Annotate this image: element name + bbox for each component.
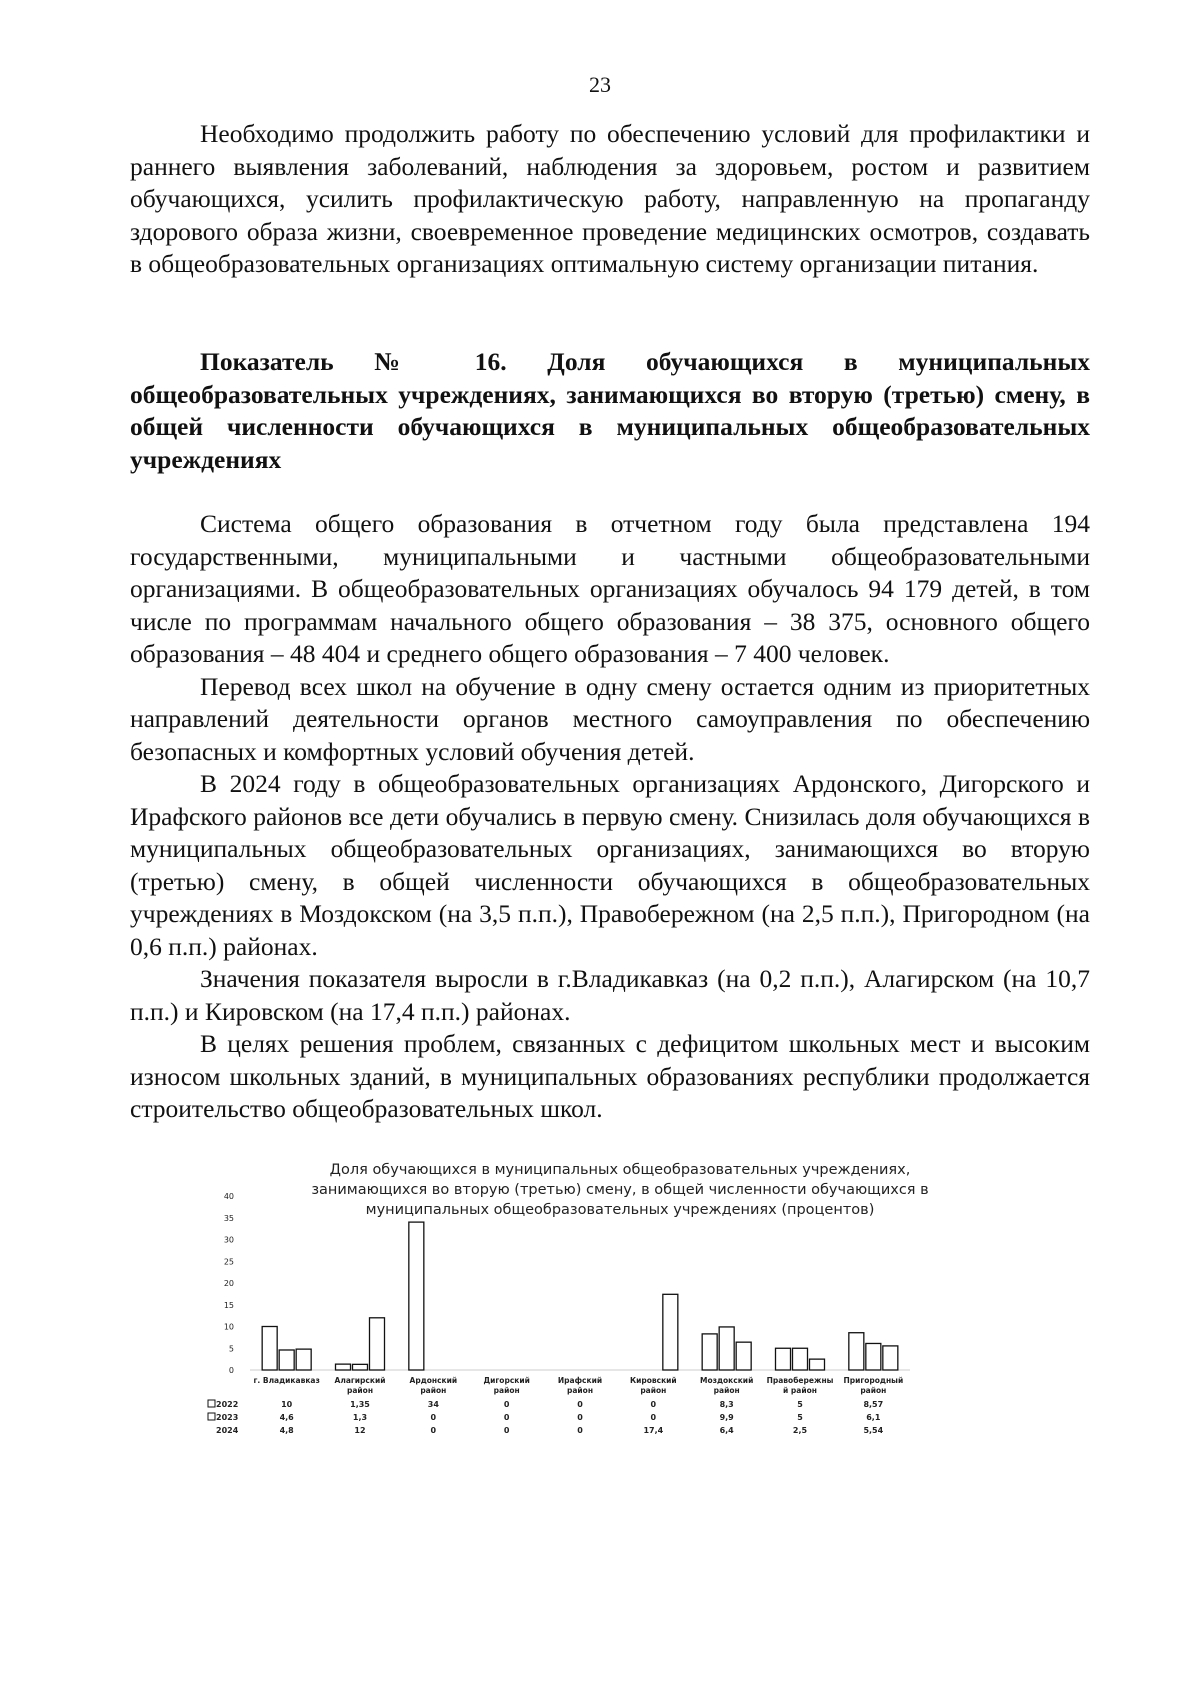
category-label: Ардонский: [409, 1376, 458, 1385]
table-cell: 2,5: [792, 1426, 808, 1435]
legend-swatch: [208, 1413, 215, 1420]
category-label: район: [566, 1386, 594, 1395]
table-cell: 5,54: [863, 1426, 884, 1435]
bar: [279, 1350, 294, 1370]
table-cell: 0: [503, 1413, 510, 1422]
category-label: Моздокский: [700, 1376, 754, 1385]
y-tick-label: 25: [223, 1257, 234, 1267]
category-label: Правобережны: [766, 1376, 834, 1385]
bar: [883, 1346, 898, 1370]
y-tick-label: 10: [223, 1322, 234, 1332]
legend-label: 2024: [216, 1426, 239, 1435]
bar: [702, 1334, 717, 1370]
table-cell: 4,8: [279, 1426, 294, 1435]
table-cell: 0: [650, 1400, 657, 1409]
bar: [663, 1294, 678, 1370]
table-cell: 0: [577, 1400, 583, 1409]
y-tick-label: 20: [223, 1279, 234, 1288]
table-cell: 4,6: [279, 1413, 294, 1422]
y-tick-label: 30: [223, 1235, 234, 1245]
body-text: [130, 508, 1090, 1126]
table-cell: 6,1: [866, 1413, 881, 1422]
category-label: Кировский: [629, 1376, 677, 1385]
table-cell: 34: [427, 1400, 439, 1409]
y-tick-label: 0: [228, 1366, 234, 1375]
category-label: й район: [783, 1386, 817, 1395]
category-label: район: [860, 1386, 887, 1395]
table-cell: 0: [577, 1413, 583, 1422]
table-cell: 1,35: [350, 1400, 370, 1409]
section-heading: [130, 346, 1090, 476]
table-cell: 17,4: [643, 1426, 664, 1435]
table-cell: 10: [281, 1400, 293, 1409]
bar: [409, 1222, 424, 1370]
chart: [216, 1160, 1010, 1580]
category-label: район: [713, 1386, 740, 1395]
intro-text: [130, 118, 1090, 281]
table-cell: 5: [797, 1413, 803, 1422]
category-label: г. Владикавказ: [253, 1376, 320, 1385]
category-label: Ирафский: [557, 1376, 603, 1385]
page-number: 23: [589, 72, 611, 97]
bar: [719, 1327, 734, 1370]
paragraph: Значения показателя выросли в г.Владикавказ (на 0,2 п.п.), Алагирском (на 10,7 п.п.) и Кировском (на 17,4 п.п.) районах.: [130, 964, 1090, 1026]
paragraph: Необходимо продолжить работу по обеспечению условий для профилактики и раннего выявления заболеваний, наблюдения за здоровьем, ростом и развитием обучающихся, усилить профилактическую работу, направленную на пропаганду здорового образа жизни, своевременное проведение медицинских осмотров, создавать в общеобразовательных организациях оптимальную систему организации питания.: [130, 119, 1090, 278]
table-cell: 0: [503, 1400, 510, 1409]
paragraph: Система общего образования в отчетном году была представлена 194 государственными, муниципальными и частными общеобразовательными организациями. В общеобразовательных организациях обучалось 94 179 детей, в том числе по программам начального общего образования – 38 375, основного общего образования – 48 404 и среднего общего образования – 7 400 человек.: [130, 509, 1090, 668]
bar-chart: [216, 1160, 1010, 1580]
category-label: район: [640, 1386, 667, 1395]
bar: [776, 1348, 791, 1370]
table-cell: 0: [650, 1413, 657, 1422]
paragraph: Перевод всех школ на обучение в одну смену остается одним из приоритетных направлений деятельности органов местного самоуправления по обеспечению безопасных и комфортных условий обучения детей.: [130, 671, 1090, 766]
legend-swatch: [208, 1400, 215, 1407]
bar: [353, 1364, 368, 1370]
bar: [866, 1343, 881, 1370]
table-cell: 9,9: [719, 1413, 734, 1422]
table-cell: 6,4: [719, 1426, 734, 1435]
y-tick-label: 40: [223, 1192, 234, 1201]
bar: [736, 1342, 751, 1370]
chart-title: Доля обучающихся в муниципальных общеобразовательных учреждениях, занимающихся во вторую (третью) смену, в общей численности обучающихся в муниципальных общеобразовательных учреждениях (процентов): [311, 1162, 929, 1218]
bar: [336, 1364, 351, 1370]
category-label: район: [346, 1386, 374, 1395]
bar: [810, 1359, 825, 1370]
table-cell: 12: [354, 1426, 366, 1435]
table-cell: 0: [430, 1426, 437, 1435]
table-cell: 8,57: [863, 1400, 884, 1409]
bar: [262, 1327, 277, 1371]
category-label: Алагирский: [334, 1376, 386, 1385]
paragraph: В целях решения проблем, связанных с дефицитом школьных мест и высоким износом школьных зданий, в муниципальных образованиях республики продолжается строительство общеобразовательных школ.: [130, 1029, 1090, 1123]
bar: [793, 1348, 808, 1370]
table-cell: 5: [797, 1400, 803, 1409]
table-cell: 0: [503, 1426, 510, 1435]
paragraph: В 2024 году в общеобразовательных организациях Ардонского, Дигорского и Ирафского районов все дети обучались в первую смену. Снизилась доля обучающихся в муниципальных общеобразовательных организациях, занимающихся во вторую (третью) смену, в общей численности обучающихся в общеобразовательных учреждениях в Моздокском (на 3,5 п.п.), Правобережном (на 2,5 п.п.), Пригородном (на 0,6 п.п.) районах.: [130, 769, 1090, 961]
y-tick-label: 35: [223, 1213, 234, 1223]
bar: [370, 1318, 385, 1370]
table-cell: 1,3: [352, 1413, 368, 1422]
legend-label: 2023: [216, 1413, 239, 1422]
y-tick-label: 5: [228, 1344, 234, 1354]
legend-label: 2022: [216, 1400, 239, 1409]
category-label: район: [420, 1386, 447, 1395]
table-cell: 8,3: [719, 1400, 734, 1409]
bar: [296, 1349, 311, 1370]
table-cell: 0: [577, 1426, 583, 1435]
category-label: район: [493, 1386, 520, 1395]
heading-text: Показатель № 16. Доля обучающихся в муниципальных общеобразовательных учреждениях, занимающихся во вторую (третью) смену, в общей численности обучающихся в муниципальных общеобразовательных учреждениях: [130, 347, 1090, 474]
table-cell: 0: [430, 1413, 437, 1422]
category-label: Пригородный: [843, 1376, 904, 1385]
y-tick-label: 15: [223, 1300, 234, 1310]
bar: [849, 1333, 864, 1370]
category-label: Дигорский: [483, 1376, 530, 1385]
